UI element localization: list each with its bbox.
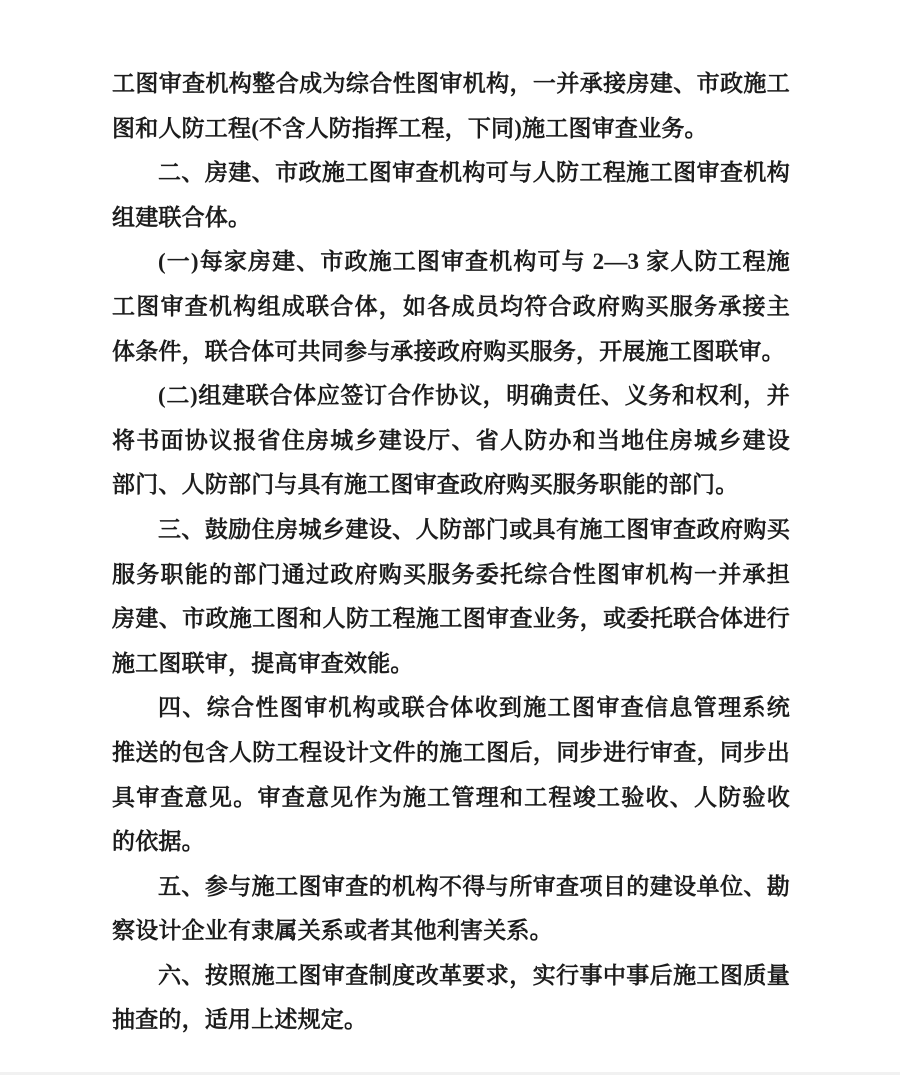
document-line: (二)组建联合体应签订合作协议，明确责任、义务和权利，并 bbox=[158, 383, 790, 409]
document-line: 工图审查机构整合成为综合性图审机构，一并承接房建、市政施工 bbox=[112, 71, 790, 96]
document-line: 房建、市政施工图和人防工程施工图审查业务，或委托联合体进行 bbox=[112, 606, 790, 632]
document-line: 五、参与施工图审查的机构不得与所审查项目的建设单位、勘 bbox=[158, 873, 790, 899]
document-line: 推送的包含人防工程设计文件的施工图后，同步进行审查，同步出 bbox=[112, 739, 790, 765]
document-text-block bbox=[112, 62, 790, 1043]
document-line: 二、房建、市政施工图审查机构可与人防工程施工图审查机构 bbox=[158, 160, 790, 186]
document-line: 具审查意见。审查意见作为施工管理和工程竣工验收、人防验收 bbox=[112, 784, 790, 810]
document-line: 服务职能的部门通过政府购买服务委托综合性图审机构一并承担 bbox=[112, 561, 790, 587]
document-line: 三、鼓励住房城乡建设、人防部门或具有施工图审查政府购买 bbox=[158, 516, 790, 542]
document-line: 将书面协议报省住房城乡建设厅、省人防办和当地住房城乡建设 bbox=[112, 427, 790, 453]
document-line: (一)每家房建、市政施工图审查机构可与 2—3 家人防工程施 bbox=[158, 249, 790, 275]
document-line: 部门、人防部门与具有施工图审查政府购买服务职能的部门。 bbox=[112, 472, 739, 498]
document-line: 的依据。 bbox=[112, 829, 205, 855]
document-line: 组建联合体。 bbox=[112, 204, 252, 230]
document-line: 体条件，联合体可共同参与承接政府购买服务，开展施工图联审。 bbox=[112, 338, 785, 364]
document-line: 施工图联审，提高审查效能。 bbox=[112, 650, 414, 676]
document-line: 六、按照施工图审查制度改革要求，实行事中事后施工图质量 bbox=[158, 962, 790, 988]
document-line: 四、综合性图审机构或联合体收到施工图审查信息管理系统 bbox=[158, 695, 790, 721]
document-line: 察设计企业有隶属关系或者其他利害关系。 bbox=[112, 918, 553, 944]
document-line: 工图审查机构组成联合体，如各成员均符合政府购买服务承接主 bbox=[112, 293, 790, 319]
document-line: 抽查的，适用上述规定。 bbox=[112, 1007, 368, 1033]
document-line: 图和人防工程(不含人防指挥工程，下同)施工图审查业务。 bbox=[112, 115, 708, 141]
